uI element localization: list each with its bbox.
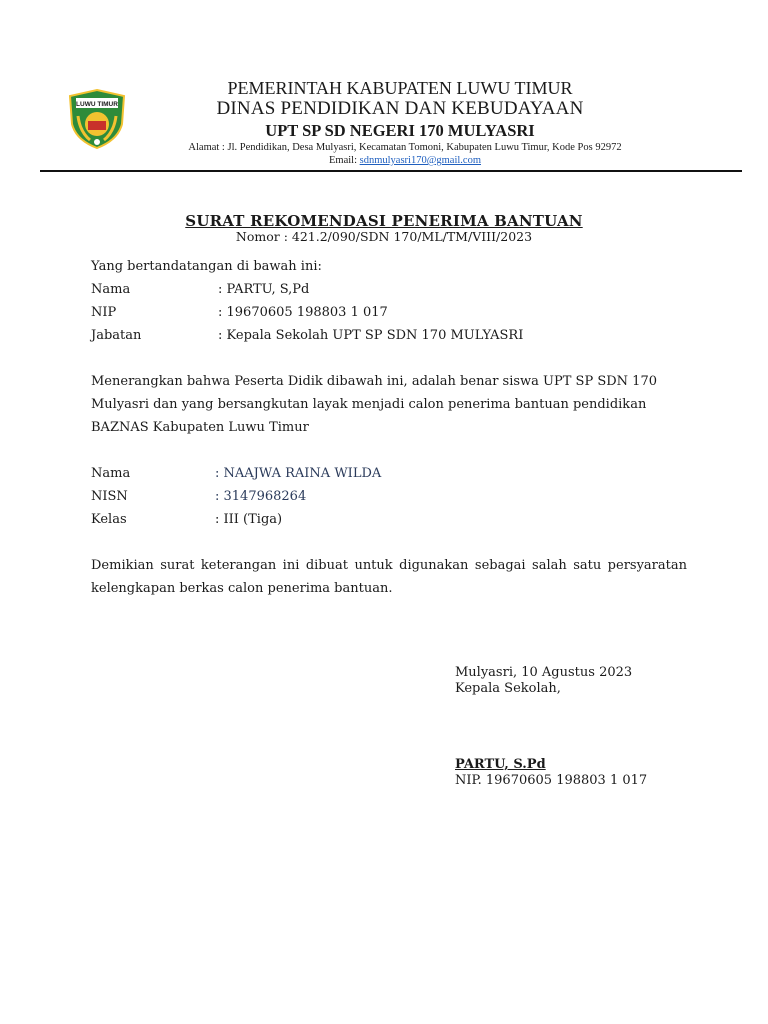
- email-link[interactable]: sdnmulyasri170@gmail.com: [359, 155, 481, 166]
- signer-nip-label: NIP: [91, 305, 117, 320]
- email-label: Email:: [329, 155, 360, 166]
- signer-position-label: Jabatan: [91, 328, 142, 343]
- signer-intro: Yang bertandatangan di bawah ini:: [91, 259, 322, 274]
- signature-position: Kepala Sekolah,: [455, 681, 561, 696]
- student-class-label: Kelas: [91, 512, 127, 527]
- closing-line-2: kelengkapan berkas calon penerima bantuan.: [91, 581, 393, 596]
- letterhead-email: [140, 155, 670, 166]
- letterhead-government: PEMERINTAH KABUPATEN LUWU TIMUR: [227, 78, 573, 98]
- signature-nip: NIP. 19670605 198803 1 017: [455, 773, 648, 788]
- letter-number: Nomor : 421.2/090/SDN 170/ML/TM/VIII/2023: [235, 229, 533, 244]
- regency-emblem-icon: [66, 88, 128, 150]
- signer-nip-value: : 19670605 198803 1 017: [218, 305, 388, 320]
- statement-line-2: Mulyasri dan yang bersangkutan layak menjadi calon penerima bantuan pendidikan: [91, 397, 647, 412]
- statement-line-3: BAZNAS Kabupaten Luwu Timur: [91, 420, 309, 435]
- student-name-label: Nama: [91, 466, 131, 481]
- signer-name-label: Nama: [91, 282, 131, 297]
- closing-line-1: Demikian surat keterangan ini dibuat untuk digunakan sebagai salah satu persyaratan: [91, 558, 687, 573]
- letterhead-address: Alamat : Jl. Pendidikan, Desa Mulyasri, Kecamatan Tomoni, Kabupaten Luwu Timur, Kode Pos 92972: [188, 142, 622, 153]
- signature-name: PARTU, S.Pd: [455, 757, 546, 772]
- signature-place-date: Mulyasri, 10 Agustus 2023: [455, 665, 633, 680]
- student-nisn-value: : 3147968264: [215, 489, 307, 504]
- letter-title: SURAT REKOMENDASI PENERIMA BANTUAN: [185, 212, 583, 230]
- letterhead-divider: [40, 170, 742, 172]
- student-class-value: : III (Tiga): [215, 512, 283, 527]
- signer-name-value: : PARTU, S,Pd: [218, 282, 310, 297]
- letterhead-department: DINAS PENDIDIKAN DAN KEBUDAYAAN: [216, 98, 584, 119]
- student-nisn-label: NISN: [91, 489, 128, 504]
- signer-position-value: : Kepala Sekolah UPT SP SDN 170 MULYASRI: [218, 328, 524, 343]
- student-name-value: : NAAJWA RAINA WILDA: [215, 466, 382, 481]
- statement-line-1: Menerangkan bahwa Peserta Didik dibawah ini, adalah benar siswa UPT SP SDN 170: [91, 374, 657, 389]
- emblem-text: LUWU TIMUR: [76, 101, 118, 108]
- letterhead-school: UPT SP SD NEGERI 170 MULYASRI: [265, 121, 535, 140]
